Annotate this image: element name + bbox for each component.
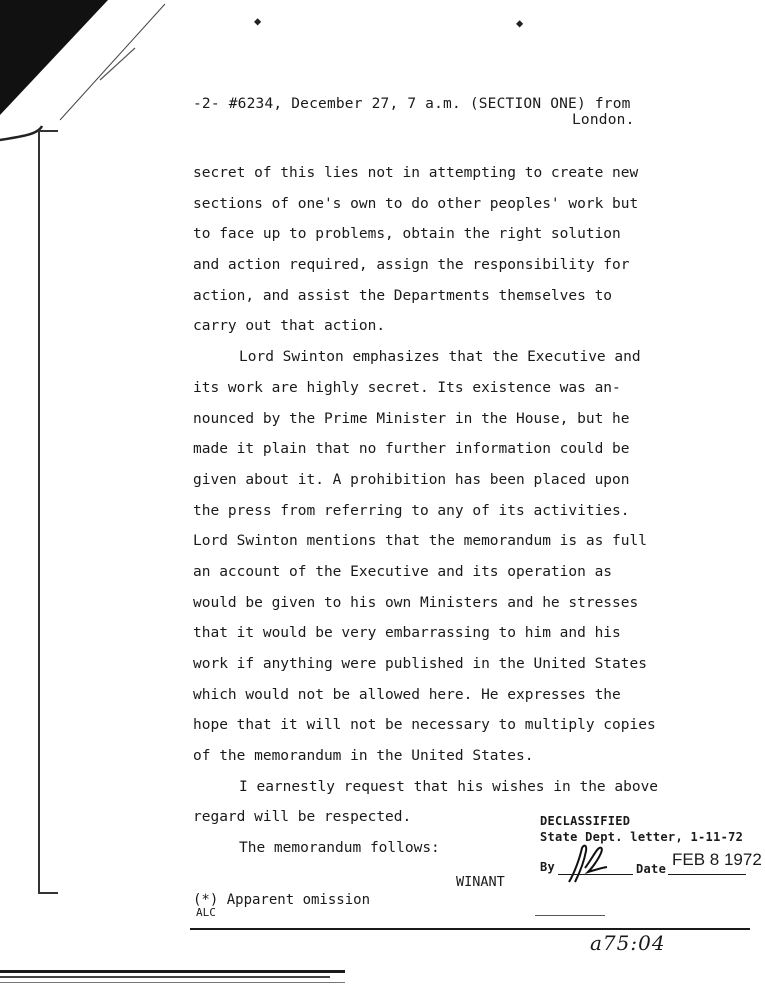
body-line: of the memorandum in the United States. bbox=[193, 748, 534, 765]
body-line: an account of the Executive and its operation as bbox=[193, 563, 613, 580]
declassified-stamp-title: DECLASSIFIED bbox=[540, 814, 631, 828]
body-line: its work are highly secret. Its existence was an- bbox=[193, 379, 621, 396]
scan-speck: ◆ bbox=[254, 14, 262, 28]
body-line: would be given to his own Ministers and he stresses bbox=[193, 594, 639, 611]
body-line: Lord Swinton emphasizes that the Executive and bbox=[239, 349, 641, 366]
scan-speck: ◆ bbox=[516, 16, 524, 30]
by-underline bbox=[558, 874, 633, 875]
typist-initials: ALC bbox=[196, 906, 216, 919]
body-line: nounced by the Prime Minister in the House, but he bbox=[193, 410, 630, 427]
sender-signature: WINANT bbox=[456, 874, 505, 890]
scan-bottom-bar bbox=[0, 970, 345, 973]
body-line: I earnestly request that his wishes in the above bbox=[239, 778, 659, 795]
body-line: secret of this lies not in attempting to create new bbox=[193, 165, 639, 181]
scan-crease-line bbox=[40, 0, 170, 150]
reviewer-signature bbox=[555, 842, 635, 887]
scan-dash-mark bbox=[535, 915, 605, 916]
body-line: sections of one's own to do other peoples' work but bbox=[193, 195, 639, 212]
body-line: The memorandum follows: bbox=[239, 840, 440, 857]
body-line: Lord Swinton mentions that the memorandum is as full bbox=[193, 533, 647, 550]
bottom-rule bbox=[190, 928, 750, 930]
body-line: the press from referring to any of its activities. bbox=[193, 502, 630, 519]
body-line: that it would be very embarrassing to him and his bbox=[193, 625, 621, 642]
header-line-2: London. bbox=[572, 112, 635, 128]
scan-bottom-bar bbox=[0, 976, 330, 978]
body-line: and action required, assign the responsibility for bbox=[193, 257, 630, 274]
body-line: hope that it will not be necessary to multiply copies bbox=[193, 717, 656, 734]
body-line: made it plain that no further information could be bbox=[193, 441, 630, 458]
body-line: action, and assist the Departments themselves to bbox=[193, 287, 613, 304]
body-line: to face up to problems, obtain the right solution bbox=[193, 226, 621, 243]
header-line-1: -2- #6234, December 27, 7 a.m. (SECTION ONE) from bbox=[193, 96, 631, 112]
declassified-stamp-authority: State Dept. letter, 1-11-72 bbox=[540, 830, 744, 844]
body-line: given about it. A prohibition has been placed upon bbox=[193, 471, 630, 488]
body-line: work if anything were published in the United States bbox=[193, 656, 647, 672]
body-line: carry out that action. bbox=[193, 318, 386, 335]
declassified-stamp-date: FEB 8 1972 bbox=[672, 850, 762, 869]
body-text bbox=[193, 158, 693, 864]
footnote: (*) Apparent omission bbox=[193, 892, 371, 908]
declassified-stamp-by-label: By bbox=[540, 860, 556, 874]
scan-bottom-bar bbox=[0, 982, 345, 983]
body-line: regard will be respected. bbox=[193, 809, 412, 826]
body-line: which would not be allowed here. He expresses the bbox=[193, 686, 621, 703]
file-number: a75:04 bbox=[590, 931, 666, 955]
date-underline bbox=[668, 874, 746, 875]
declassified-stamp-date-label: Date bbox=[636, 862, 667, 876]
left-margin-bracket bbox=[38, 130, 58, 894]
